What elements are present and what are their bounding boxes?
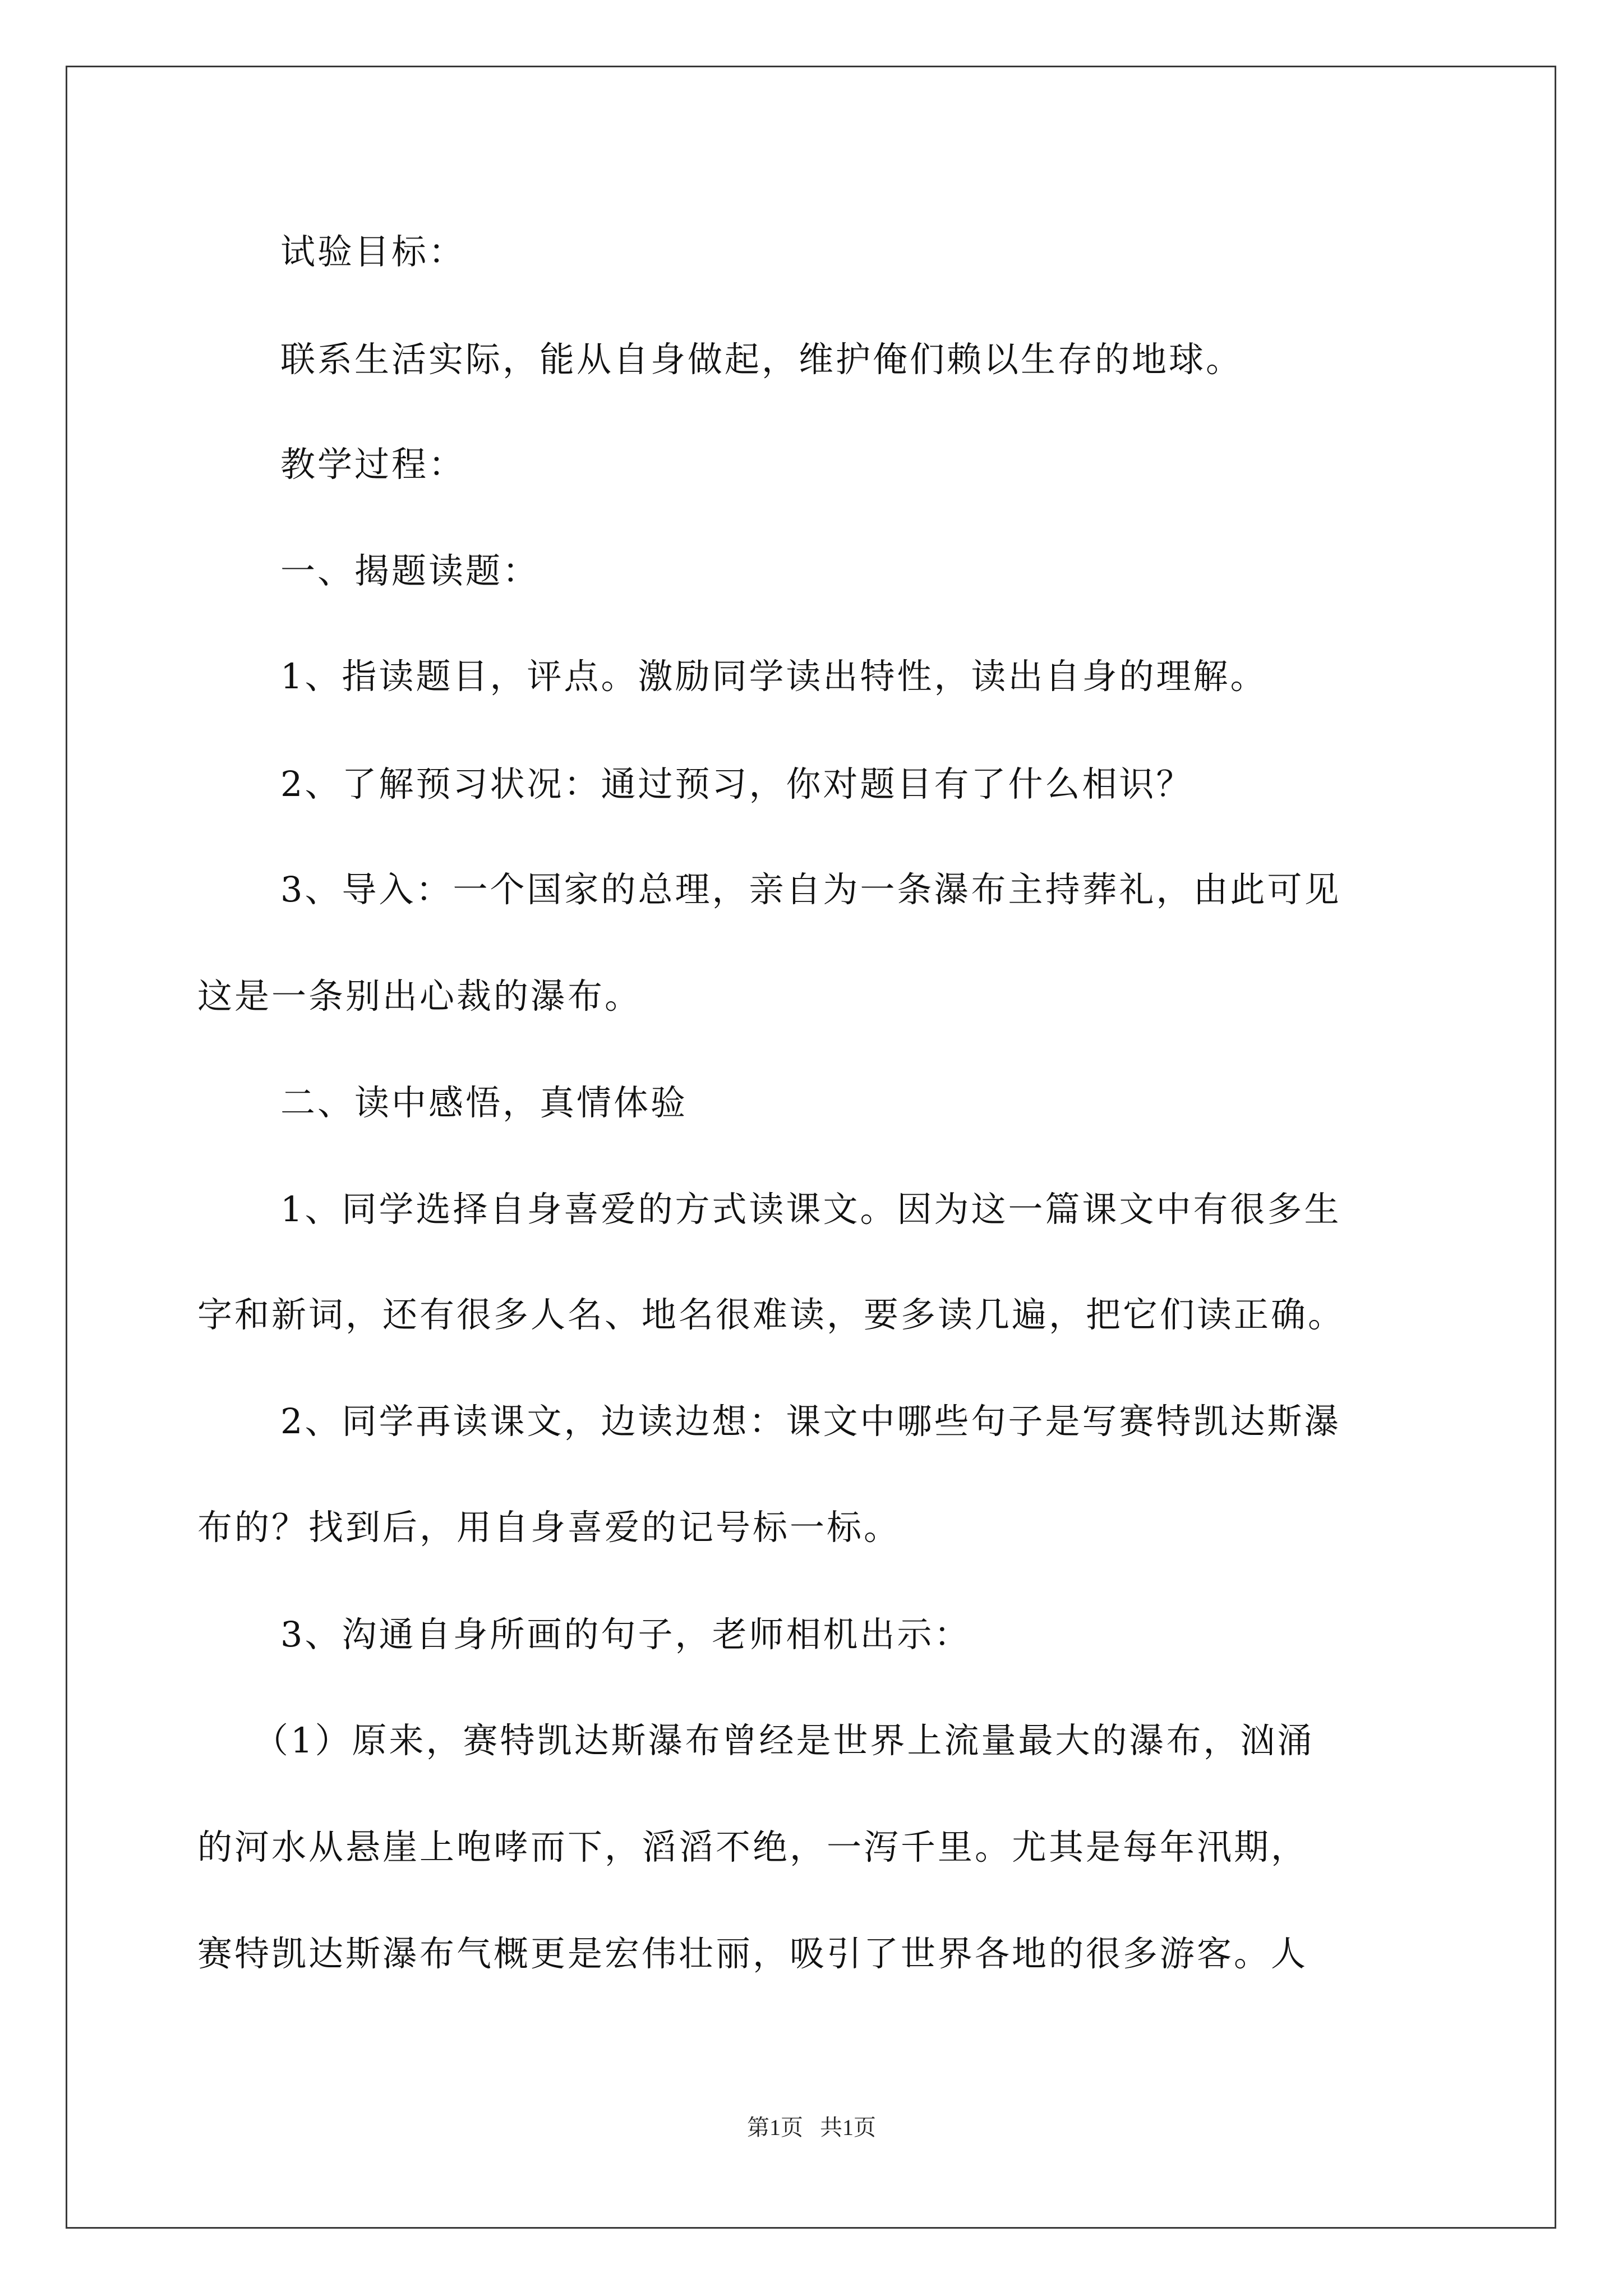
paragraph-line: 布的？找到后，用自身喜爱的记号标一标。	[197, 1507, 901, 1548]
paragraph-line: 1、指读题目，评点。激励同学读出特性，读出自身的理解。	[280, 656, 1267, 697]
heading-objective: 试验目标：	[280, 231, 466, 272]
paragraph-line: 赛特凯达斯瀑布气概更是宏伟壮丽，吸引了世界各地的很多游客。人	[197, 1933, 1308, 1974]
paragraph-line: 2、同学再读课文，边读边想：课文中哪些句子是写赛特凯达斯瀑	[280, 1401, 1341, 1442]
paragraph-line: 2、了解预习状况：通过预习，你对题目有了什么相识？	[280, 763, 1193, 804]
page-total: 共1页	[820, 2115, 876, 2140]
paragraph-line: 3、沟通自身所画的句子，老师相机出示：	[280, 1614, 971, 1655]
paragraph-line: 这是一条别出心裁的瀑布。	[197, 976, 642, 1016]
paragraph-line: 1、同学选择自身喜爱的方式读课文。因为这一篇课文中有很多生	[280, 1189, 1341, 1230]
section-heading: 二、读中感悟，真情体验	[280, 1082, 688, 1123]
paragraph-line: 3、导入：一个国家的总理，亲自为一条瀑布主持葬礼，由此可见	[280, 869, 1341, 910]
paragraph-line: （1）原来，赛特凯达斯瀑布曾经是世界上流量最大的瀑布，汹涌	[253, 1720, 1315, 1761]
page-footer	[0, 2116, 1623, 2139]
heading-process: 教学过程：	[280, 444, 466, 485]
paragraph-line: 字和新词，还有很多人名、地名很难读，要多读几遍，把它们读正确。	[197, 1294, 1345, 1335]
section-heading: 一、揭题读题：	[280, 550, 540, 591]
paragraph-line: 联系生活实际，能从自身做起，维护俺们赖以生存的地球。	[280, 339, 1243, 380]
page-number: 第1页	[747, 2115, 803, 2140]
paragraph-line: 的河水从悬崖上咆哮而下，滔滔不绝，一泻千里。尤其是每年汛期，	[197, 1826, 1308, 1867]
page-border	[66, 66, 1556, 2229]
